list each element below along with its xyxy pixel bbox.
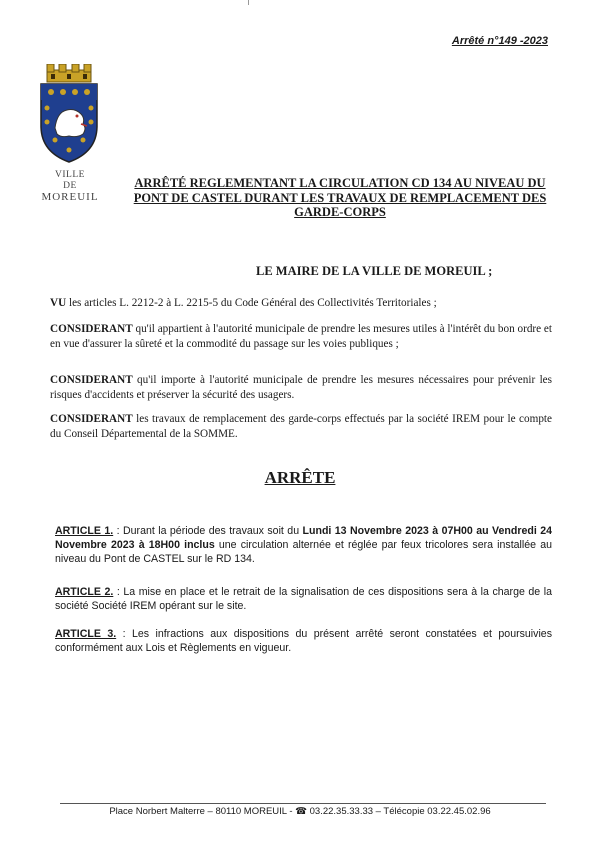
town-line-3: MOREUIL: [41, 191, 99, 203]
article-label: ARTICLE 1.: [55, 525, 114, 537]
vu-paragraph: [50, 296, 552, 311]
article-3: [55, 627, 552, 655]
considerant-paragraph-2: [50, 373, 552, 402]
article-text: : Durant la période des travaux soit du: [113, 525, 303, 537]
considerant-lead: CONSIDERANT: [50, 323, 133, 335]
decree-title: ARRÊTÉ REGLEMENTANT LA CIRCULATION CD 134 AU NIVEAU DU PONT DE CASTEL DURANT LES TRAVAUX DE REMPLACEMENT DES GARDE-CORPS: [133, 176, 547, 219]
town-line-1: VILLE: [55, 170, 85, 180]
mayor-heading: LE MAIRE DE LA VILLE DE MOREUIL ;: [256, 264, 493, 278]
considerant-text: les travaux de remplacement des garde-corps effectués par la société IREM pour le compte du Conseil Départemental de la SOMME.: [50, 413, 552, 440]
article-text: : La mise en place et le retrait de la signalisation de ces dispositions sera à la charge de la société Société IREM opérant sur le site.: [55, 586, 552, 612]
considerant-lead: CONSIDERANT: [50, 374, 133, 386]
footer-divider: [60, 803, 546, 804]
article-label: ARTICLE 2.: [55, 586, 114, 598]
article-1: [55, 524, 552, 566]
decree-reference: Arrêté n°149 -2023: [451, 35, 548, 47]
scan-mark: [248, 0, 249, 5]
arrete-heading: ARRÊTE: [264, 468, 336, 487]
town-name-block: [30, 170, 110, 203]
town-line-2: DE: [63, 181, 77, 191]
article-label: ARTICLE 3.: [55, 628, 117, 640]
article-text: une circulation alternée et réglée par feux tricolores sera installée au niveau du Pont de CASTEL sur le RD 134.: [55, 539, 552, 565]
footer-address: Place Norbert Malterre – 80110 MOREUIL - ☎ 03.22.35.33.33 – Télécopie 03.22.45.02.96: [109, 806, 491, 817]
considerant-paragraph-1: [50, 322, 552, 351]
vu-lead: VU: [50, 297, 67, 309]
article-dates: Lundi 13 Novembre 2023 à 07H00 au Vendredi 24 Novembre 2023 à 18H00 inclus: [55, 525, 553, 551]
vu-text: les articles L. 2212-2 à L. 2215-5 du Code Général des Collectivités Territoriales ;: [66, 297, 437, 309]
article-2: [55, 585, 552, 613]
considerant-text: qu'il appartient à l'autorité municipale de prendre les mesures utiles à l'intérêt du bon ordre et en vue d'assurer la sûreté et la commodité du passage sur les voies publiques ;: [50, 323, 552, 350]
moreuil-coat-of-arms-icon: [37, 64, 101, 164]
article-text: : Les infractions aux dispositions du présent arrêté seront constatées et poursuivies conformément aux Lois et Règlements en vigueur.: [55, 628, 552, 654]
considerant-text: qu'il importe à l'autorité municipale de prendre les mesures nécessaires pour prévenir les risques d'accidents et préserver la sécurité des usagers.: [50, 374, 552, 401]
considerant-lead: CONSIDERANT: [50, 413, 133, 425]
considerant-paragraph-3: [50, 412, 552, 441]
